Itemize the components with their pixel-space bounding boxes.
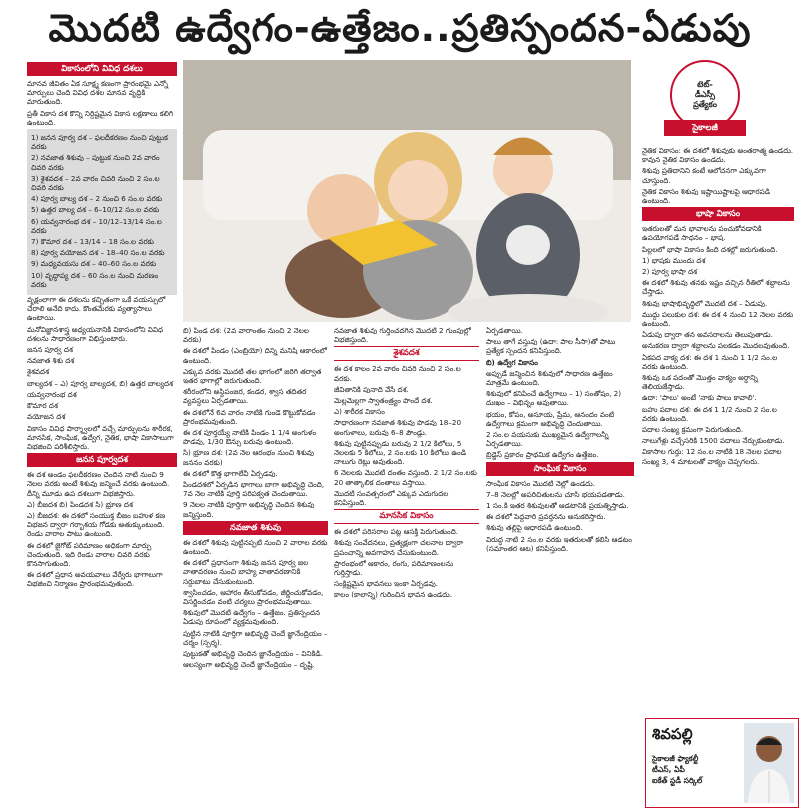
box-title-newborn: నవజాత శిశువు [183,521,328,535]
paragraph: శరీరంలోని అస్థిపంజర, కండర, శ్వాస తదితర వ్యవస్థలు ఏర్పడతాయి. [183,387,307,406]
paragraph: మొదటి సంవత్సరంలో ఎక్కువ ఎదుగుదల కనిపిస్తుంది. [334,488,449,508]
paragraph: శిశువులో కనిపించే ఉద్వేగాలు – 1) సంతోషం, 2) దుఃఖం – విభిన్నం అవుతాయి. [486,389,622,408]
author-role [652,753,744,786]
column-5 [642,146,794,714]
paragraph: నాలుగేళ్లు వచ్చేసరికి 1500 పదాలు నేర్చుకుంటాడు. [642,436,785,446]
list-item: 1) జనన పూర్వ దశ – ఫలదీకరణం నుంచి పుట్టుక వరకు [31,133,168,152]
paragraph: అప్పుడే జన్మించిన శిశువులో సాధారణ ఉత్తేజం మాత్రమే ఉంటుంది. [486,368,613,388]
paragraph: శిశువు పుట్టినప్పుడు బరువు 2 1/2 కిలోలు, 5 నెలలకు 5 కిలోలు, 2 సం.లకు 10 కిలోలు ఉండి నాలుగు రెట్లు అవుతుంది. [334,438,467,467]
headline: మొదటి ఉద్వేగం-ఉత్తేజం..ప్రతిస్పందన-ఏడుపు [48,6,752,50]
paragraph: పాలు తాగే వస్తువు (ఉదా: పాల సీసా)తో పాటు ప్రత్యేక స్పందన కనిపిస్తుంది. [486,337,616,356]
tag-banner: సైకాలజీ [664,120,746,136]
column-1 [27,62,177,806]
paragraph: 1) భాషకు ముందు దశ [642,255,706,265]
special-tag-badge [670,60,740,142]
list-item: 7) కౌమార దశ – 13/14 – 18 సం.ల వరకు [31,237,155,247]
paragraph: జీవితానికి పునాది వేసే దశ. [334,384,409,394]
paragraph: వికాసం వివిధ పార్శ్వాలలో వచ్చే మార్పులను శారీరక, మానసిక, సాంఘిక, ఉద్వేగ, నైతిక, భాషా వికాసాలుగా విభజించి పరిశీలిస్తారు. [27,423,174,451]
paragraph: పుట్టుకతో అభివృద్ధి చెందిన జ్ఞానేంద్రియం – వినికిడి. [183,649,323,659]
list-item: యవ్వనారంభ దశ [27,389,77,399]
paragraph: ఈ దశలో శిశువు పుట్టినప్పటి నుంచి 2 వారాల వరకు ఉంటుంది. [183,537,328,557]
paragraph: 2) పూర్వ భాషా దశ [642,267,698,277]
paragraph: నవజాత శిశువు గుర్తించదగిన మొదటి 2 గుంపుల్లో విభజిస్తుంది. [334,326,471,345]
list-item: నవజాత శిశు దశ [27,356,75,366]
list-item: శైశవదశ [27,367,50,377]
paragraph: 2 సం.ల వయసుకు ముఖ్యమైన ఉద్వేగాలన్నీ ఏర్పడతాయి. [486,430,609,449]
paragraph: 1 సం.కి ఇతర శిశువులతో ఆడటానికి ప్రయత్నిస్తాడు. [486,501,629,511]
paragraph: సంక్లిష్టమైన భావనలు ఇంకా ఏర్పడవు. [334,579,439,589]
box-title-prenatal: జనన పూర్వదశ [27,453,177,467]
paragraph: ప్రతీ వికాస దశ కొన్ని నిర్దిష్టమైన వికాస లక్షణాలు కలిగి ఉంటుంది. [27,108,174,127]
paragraph: ఈ దశలో పిండం (ఎంబ్రియో) దిన్ని మనిషి ఆకారంలో ఉంటుంది. [183,346,327,365]
list-item: జనన పూర్వ దశ [27,345,73,355]
paragraph: సి) భ్రూణ దశ: (2వ నెల ఆరంభం నుంచి శిశువు జననం వరకు) [183,448,314,467]
paragraph: శ్వాసించడం, ఆహారం తీసుకోవడం, జీర్ణించుకోవడం, విసర్జించడం వంటి చర్యలు ప్రారంభమవుతాయి. [183,587,324,607]
paragraph: ఈ దశలో శిశువు తనకు ఇష్టం వచ్చిన రీతిలో శబ్దాలను చేస్తాడు. [642,278,790,297]
list-item: 4) పూర్వ బాల్య దశ – 2 నుంచి 6 సం.ల వరకు [31,194,163,204]
paragraph: ఇతరులతో మన భావాలను పంచుకోవడానికి ఉపయోగపడే సాధనం – భాష. [642,224,762,243]
paragraph: ప్రారంభంలో ఆకారం, రంగు, పరిమాణంలను గుర్తిస్తాడు. [334,558,454,578]
paragraph: 9 నెలల నాటికి పూర్తిగా అభివృద్ధి చెందిన శిశువు జన్మిస్తుంది. [183,500,315,519]
paragraph: ఈ దశ కాలం 2వ వారం చివరి నుంచి 2 సం.ల వరకు. [334,364,461,383]
list-item: 9) మధ్యవయసు దశ – 40–60 సం.ల వరకు [31,259,157,269]
paragraph: ఈ దశ పూర్తయ్యే నాటికి పిండం 1 1/4 అంగుళం పొడవు, 1/30 ఔన్సు బరువు ఉంటుంది. [183,428,317,447]
paragraph: నైతిక వికాసం శిశువు ఇష్టాయిష్టాలపై ఆధారపడి ఉంటుంది. [642,186,771,206]
list-item: 3) శైశవదశ – 2వ వారం చివరి నుంచి 2 సం.ల చివరి వరకు [31,173,160,193]
stages-list [27,129,177,295]
paragraph: ఎ) బీజదశ: ఈ దశలో సంయుక్త బీజం బహుళ కణ విభజన ద్వారా గర్భాశయ గోడకు అతుక్కుంటుంది. రెండు వారాల పాటు ఉంటుంది. [27,510,166,539]
paragraph: ఎ) శారీరక వికాసం [334,407,385,417]
paragraph: పుట్టిన నాటికి పూర్తిగా అభివృద్ధి చెందే జ్ఞానేంద్రియం – చర్మం (స్పర్శ). [183,628,328,647]
list-item: 8) పూర్వ వయోజన దశ – 18–40 సం.ల వరకు [31,248,165,258]
list-item: కౌమార దశ [27,401,58,411]
paragraph: నైతిక వికాసం: ఈ దశలో శిశువుకు అంతరాత్మ ఉండదు. కావున నైతిక వికాసం ఉండదు. [642,146,794,165]
author-portrait-icon [744,723,794,803]
paragraph: ఈ దశలో కొత్త భాగాలేవీ ఏర్పడవు. [183,468,278,478]
paragraph: ఈ దశ అండం ఫలదీకరణం చెందిన నాటి నుంచి 9 నెలల వరకు అంటే శిశువు జన్మించే వరకు ఉంటుంది. దీన్ని మూడు ఉప దశలుగా విభజిస్తారు. [27,470,170,498]
box-title-mental: మానసిక వికాసం [334,509,479,524]
paragraph: ఏర్పడతాయి. [486,326,523,335]
paragraph: బహు పదాల దశ: ఈ దశ 1 1/2 నుంచి 2 సం.ల వరకు ఉంటుంది. [642,404,777,423]
paragraph: శిశువులో మొదటి ఉద్వేగం – ఉత్తేజం. ప్రతిస్పందన ఏడుపు రూపంలో వ్యక్తమవుతుంది. [183,608,321,627]
paragraph: బి) పిండ దశ: (2వ వారాంతం నుంచి 2 నెలల వరకు) [183,326,309,345]
paragraph: విరుద్ధ నాటి 2 సం.ల వరకు ఇతరులతో కలిసి ఆడటం (సమాంతర ఆట) కనిపిస్తుంది. [486,534,632,553]
paragraph: శిశువు తల్లిపై ఆధారపడి ఉంటుంది. [486,523,583,533]
paragraph: ఈ దశలోనే 6వ వారం నాటికి గుండె కొట్టుకోవడం ప్రారంభమవుతుంది. [183,407,316,426]
paragraph: ఎక్కువ వరకు మొదటి తల భాగంలో జరిగి తర్వాత ఇతర భాగాల్లో జరుగుతుంది. [183,366,322,386]
paragraph: సాంఘిక వికాసం మొదటి నెల్లో ఉండదు. [486,478,595,488]
paragraph: సాధారణంగా నవజాత శిశువు పొడవు 18–20 అంగుళాలు, బరువు 6–8 పౌండ్లు. [334,418,462,437]
list-item: 2) నవజాత శిశువు – పుట్టుక నుంచి 2వ వారం చివరి వరకు [31,153,160,172]
author-photo [744,723,794,803]
paragraph: ఎ) బీజదశ బి) పిండదశ సి) భ్రూణ దశ [27,499,133,509]
paragraph: అనుకరణ ద్వారా శబ్దాలను పలకడం మొదలవుతుంది. [642,341,790,351]
paragraph: ఉదా: 'పాలు' అంటే 'నాకు పాలు కావాలి'. [642,393,757,403]
paragraph: పిండదశలో ఏర్పడిన భాగాలు బాగా అభివృద్ధి చెంది, 7వ నెల నాటికి పూర్తి పరిపక్వత చెందుతాయి. [183,480,325,499]
paragraph: వృక్షంలాగా ఈ దశలను కచ్చితంగా ఒకే వయస్సులో చేరాలి అనేది కాదు. కొంతమేరకు వ్యత్యాసాలు ఉంటాయి. [27,295,166,323]
author-role-line: ఐకేత్ స్టడీ సర్కిల్ [652,776,703,785]
list-item: బాల్యదశ – ఎ) పూర్వ బాల్యదశ, బి) ఉత్తర బాల్యదశ [27,378,174,388]
paragraph: శిశువు ప్రతిదానిని కంటే ఆలోచనగా ఎక్కువగా చూస్తుంది. [642,166,766,185]
list-item: 10) వృద్ధాప్య దశ – 60 సం.ల నుంచి మరణం వరకు [31,270,159,289]
paragraph: ముద్దు పలుకుల దశ: ఈ దశ 4 నుంచి 12 నెలల వరకు ఉంటుంది. [642,309,794,329]
paragraph: శిశువు భాషాభివృద్ధిలో మొదటి దశ – ఏడుపు. [642,298,768,308]
paragraph: మానవ జీవితం ఏక సూక్ష్మ కణంగా ప్రారంభమై ఎన్నో మార్పులు చెంది వివిధ దశల మానవ వృద్ధికి మారుతుంది. [27,79,169,107]
subheading: బి) ఉద్వేగ వికాసం [486,357,538,367]
box-title-social: సాంఘిక వికాసం [486,462,634,476]
list-item: 6) యవ్వనారంభ దశ – 10/12–13/14 సం.ల వరకు [31,216,162,235]
box-title-infancy: శైశవదశ [334,346,479,361]
tag-line1: టెట్- [697,80,713,89]
paragraph: బ్రిడ్జెస్ ప్రకారం ప్రాథమిక ఉద్వేగం ఉత్తేజం. [486,450,599,460]
column-2 [183,326,328,806]
paragraph: మనోవిజ్ఞానశాస్త్ర అధ్యయనానికి వికాసంలోని వివిధ దశలను సాధారణంగా విభిస్తుంటారు. [27,324,164,343]
column-3 [334,326,479,806]
paragraph: శిశువు సంవేదనలు, ప్రత్యక్షంగా చలనాల ద్వారా ప్రపంచాన్ని అవగాహన చేసుకుంటుంది. [334,538,464,557]
tag-line3: ప్రత్యేకం [693,100,717,109]
paragraph: శిశువు ఒక పదంతో మొత్తం వాక్యం అర్థాన్ని తెలియజేస్తాడు. [642,373,758,392]
paragraph: వికాసాల గుర్తు: 12 సం.ల నాటికి 18 నెలల పదాల సంఖ్య 3, 4 మాటలతో వాక్యం చెప్పగలరు. [642,447,782,466]
paragraph: 6 నెలలకు మొదటి దంతం వస్తుంది. 2 1/2 సం.లకు 20 తాత్కాలిక దంతాలు వస్తాయి. [334,468,477,487]
paragraph: ఈ దశలో ప్రధానంగా శిశువు జనన పూర్వ జల వాతావరణం నుంచి బాహ్య వాతావరణానికి సర్దుబాటు చేసుకుంటుంది. [183,558,309,586]
paragraph: ఆలస్యంగా అభివృద్ధి చెందే జ్ఞానేంద్రియం – దృష్టి. [183,660,315,670]
paragraph: ఈ దశలో జైగోట్ పరిమాణం అధికంగా మార్పు చెందుతుంది. ఇది రెండు వారాల చివరి వరకు కొనసాగుతుంది. [27,540,152,568]
paragraph: 7–8 నెలల్లో అపరిచితులను చూసి భయపడతాడు. [486,489,625,499]
author-role-line: టీఎస్, ఏపీ [652,765,685,774]
author-box [645,718,799,808]
paragraph: ఏడుపు ద్వారా తన అవసరాలను తెలుపుతాడు. [642,330,773,340]
paragraph: భయం, కోపం, అసూయ, ప్రేమ, ఆనందం వంటి ఉద్వేగాలు క్రమంగా అభివృద్ధి చెందుతాయి. [486,409,615,428]
paragraph: ఈ దశలో ప్రధాన అవయవాలు వేర్వేరు భాగాలుగా విభజించి నిర్మాణం ప్రారంభమవుతుంది. [27,570,163,589]
box-title-stages: వికాసంలోని వివిధ దశలు [27,62,177,76]
paragraph: ఈ దశలో పెద్దవారి ప్రవర్తనను అనుకరిస్తారు. [486,512,606,522]
photo-illustration [183,60,631,322]
paragraph: పదాల సంఖ్య క్రమంగా పెరుగుతుంది. [642,425,744,435]
paragraph: కాలం (కాలాన్ని) గురించిన భావన ఉండదు. [334,590,453,600]
author-role-line: సైకాలజీ ఫ్యాకల్టీ [652,754,699,763]
paragraph: పిల్లలలో భాషా వికాసం కింది దశల్లో జరుగుతుంది. [642,244,778,254]
paragraph: మెల్లమెల్లగా స్వాతంత్ర్యం పొందే దశ. [334,396,433,406]
tag-line2: డీఎస్సీ [694,90,716,99]
author-name: శివపల్లి [652,725,693,743]
box-title-language: భాషా వికాసం [642,207,794,221]
list-item: 5) ఉత్తర బాల్య దశ – 6–10/12 సం.ల వరకు [31,205,160,215]
paragraph: ఏకపద వాక్య దశ: ఈ దశ 1 నుంచి 1 1/2 సం.ల వరకు ఉంటుంది. [642,352,778,371]
list-item: వయోజన దశ [27,412,66,422]
paragraph: ఈ దశలో పరిసరాల పట్ల ఆసక్తి పెరుగుతుంది. [334,527,459,537]
column-4 [486,326,634,806]
children-reading-photo [183,60,631,322]
